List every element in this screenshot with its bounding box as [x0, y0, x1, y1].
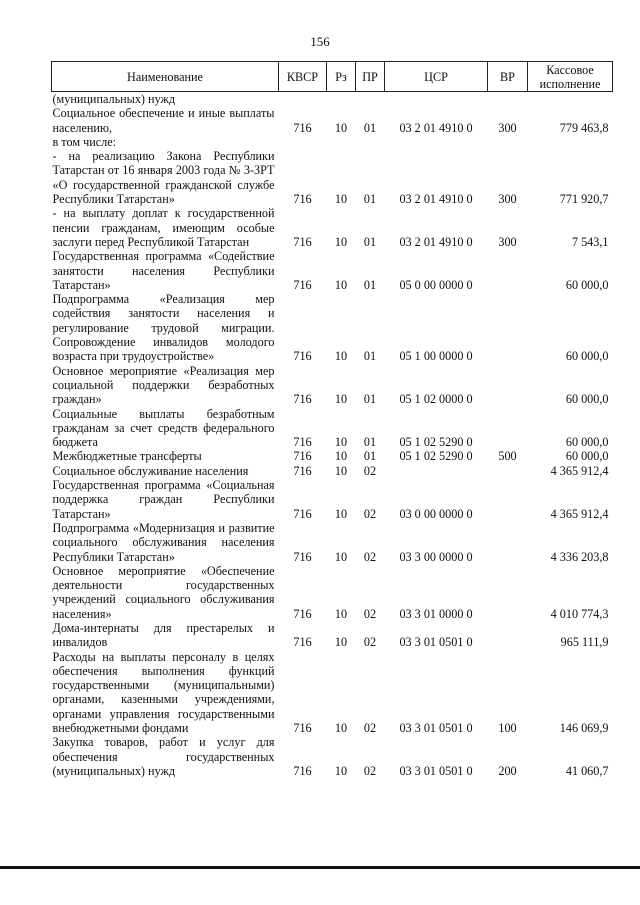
cell-vr: [488, 521, 528, 564]
budget-table-container: [51, 61, 612, 778]
cell-csr: 03 2 01 4910 0: [399, 234, 473, 249]
cell-name: Подпрограмма «Модернизация и развитие социального обслуживания населения Республики Татарстан»: [52, 520, 275, 564]
table-row: [52, 449, 613, 463]
table-row: [52, 206, 613, 249]
cell-rz: 10: [334, 606, 348, 621]
cell-pr: [356, 92, 385, 107]
cell-name: Государственная программа «Социальная поддержка граждан Республики Татарстан»: [52, 478, 275, 521]
cell-csr: [385, 135, 488, 149]
cell-csr: 03 3 01 0501 0: [399, 635, 473, 650]
cell-vr: [488, 621, 528, 650]
table-row: [52, 149, 613, 206]
cell-csr: 03 3 00 0000 0: [399, 549, 473, 564]
cell-vr: [488, 407, 528, 450]
cell-pr: [356, 135, 385, 149]
table-body: [52, 92, 613, 779]
cell-amount: [528, 92, 613, 107]
cell-vr: [488, 478, 528, 521]
cell-vr: 300: [498, 192, 517, 207]
cell-pr: 01: [363, 392, 377, 407]
cell-kvsr: 716: [293, 192, 312, 207]
cell-rz: 10: [334, 277, 348, 292]
cell-rz: 10: [334, 120, 348, 135]
cell-rz: 10: [334, 763, 348, 778]
cell-vr: [488, 249, 528, 292]
cell-pr: 01: [363, 192, 377, 207]
cell-vr: [488, 135, 528, 149]
table-row: [52, 478, 613, 521]
cell-csr: 05 1 02 5290 0: [399, 435, 473, 450]
cell-csr: [385, 464, 488, 478]
cell-csr: 05 0 00 0000 0: [399, 277, 473, 292]
cell-name: Основное мероприятие «Реализация мер социальной поддержки безработных граждан»: [52, 363, 275, 407]
cell-csr: 05 1 00 0000 0: [399, 349, 473, 364]
table-row: [52, 735, 613, 778]
cell-rz: 10: [334, 463, 348, 478]
cell-pr: 01: [363, 349, 377, 364]
table-header-row: [52, 62, 613, 92]
cell-kvsr: 716: [293, 449, 312, 464]
cell-name: (муниципальных) нужд: [52, 92, 176, 106]
cell-amount: 779 463,8: [559, 120, 609, 135]
cell-name: Социальное обеспечение и иные выплаты населению,: [52, 106, 275, 135]
cell-csr: 05 1 02 5290 0: [399, 449, 473, 464]
cell-rz: [327, 92, 356, 107]
header-rz: Рз: [327, 62, 356, 92]
cell-csr: 03 2 01 4910 0: [399, 120, 473, 135]
cell-amount: 7 543,1: [571, 234, 609, 249]
table-row: [52, 292, 613, 363]
page-bottom-rule: [0, 866, 640, 869]
table-row: [52, 92, 613, 107]
cell-vr: [488, 92, 528, 107]
cell-amount: 965 111,9: [560, 635, 609, 650]
cell-pr: 02: [363, 506, 377, 521]
cell-kvsr: 716: [293, 435, 312, 450]
cell-rz: 10: [334, 506, 348, 521]
budget-table: [51, 61, 613, 778]
cell-kvsr: 716: [293, 392, 312, 407]
cell-amount: 4 365 912,4: [550, 506, 609, 521]
cell-name: Расходы на выплаты персоналу в целях обеспечения выполнения функций государственными (муниципальными) органами, казенными учреждениями, органами управления государственными внебюджетными фондами: [52, 649, 275, 736]
cell-amount: 4 010 774,3: [550, 606, 609, 621]
table-row: [52, 249, 613, 292]
cell-vr: [488, 364, 528, 407]
cell-rz: [327, 135, 356, 149]
cell-vr: [488, 464, 528, 478]
cell-amount: 60 000,0: [565, 349, 609, 364]
cell-kvsr: 716: [293, 463, 312, 478]
cell-name: Подпрограмма «Реализация мер содействия занятости населения и регулирование трудовой миграции. Сопровождение инвалидов молодого возраста при трудоустройстве»: [52, 292, 275, 364]
cell-kvsr: 716: [293, 349, 312, 364]
cell-name: - на выплату доплат к государственной пенсии гражданам, имеющим особые заслуги перед Республикой Татарстан: [52, 206, 275, 249]
cell-kvsr: 716: [293, 549, 312, 564]
cell-csr: 03 0 00 0000 0: [399, 506, 473, 521]
cell-pr: 01: [363, 120, 377, 135]
cell-rz: 10: [334, 549, 348, 564]
table-row: [52, 621, 613, 650]
table-row: [52, 650, 613, 736]
cell-pr: 02: [363, 721, 377, 736]
cell-name: в том числе:: [52, 134, 117, 149]
header-csr: ЦСР: [385, 62, 488, 92]
table-row: [52, 364, 613, 407]
cell-csr: 03 3 01 0501 0: [399, 721, 473, 736]
cell-csr: 03 3 01 0000 0: [399, 606, 473, 621]
cell-vr: 500: [498, 449, 517, 464]
cell-kvsr: 716: [293, 721, 312, 736]
cell-vr: 200: [498, 763, 517, 778]
table-row: [52, 521, 613, 564]
cell-name: - на реализацию Закона Республики Татарстан от 16 января 2003 года № 3-ЗРТ «О государственной гражданской службе Республики Татарстан»: [52, 149, 275, 207]
cell-amount: 771 920,7: [559, 192, 609, 207]
cell-pr: 02: [363, 635, 377, 650]
cell-pr: 01: [363, 234, 377, 249]
header-vr: ВР: [488, 62, 528, 92]
cell-kvsr: 716: [293, 606, 312, 621]
cell-rz: 10: [334, 392, 348, 407]
cell-amount: 60 000,0: [565, 277, 609, 292]
cell-pr: 02: [363, 463, 377, 478]
cell-rz: 10: [334, 635, 348, 650]
cell-amount: 60 000,0: [565, 449, 609, 464]
cell-vr: 100: [498, 721, 517, 736]
header-kvsr: КВСР: [279, 62, 327, 92]
cell-pr: 02: [363, 763, 377, 778]
cell-csr: 03 3 01 0501 0: [399, 763, 473, 778]
table-row: [52, 564, 613, 621]
cell-rz: 10: [334, 192, 348, 207]
cell-amount: [528, 135, 613, 149]
header-amount: Кассовое исполнение: [528, 62, 613, 92]
cell-vr: [488, 292, 528, 363]
cell-kvsr: 716: [293, 635, 312, 650]
header-pr: ПР: [356, 62, 385, 92]
cell-amount: 41 060,7: [565, 763, 609, 778]
cell-name: Социальное обслуживание населения: [52, 463, 249, 478]
table-row: [52, 407, 613, 450]
cell-rz: 10: [334, 349, 348, 364]
cell-name: Государственная программа «Содействие занятости населения Республики Татарстан»: [52, 249, 275, 292]
cell-amount: 60 000,0: [565, 392, 609, 407]
cell-kvsr: 716: [293, 506, 312, 521]
cell-kvsr: [279, 92, 327, 107]
cell-kvsr: 716: [293, 277, 312, 292]
cell-amount: 146 069,9: [559, 721, 609, 736]
cell-kvsr: [279, 135, 327, 149]
cell-name: Социальные выплаты безработным гражданам за счет средств федерального бюджета: [52, 406, 275, 450]
cell-amount: 60 000,0: [565, 435, 609, 450]
cell-csr: [385, 92, 488, 107]
cell-rz: 10: [334, 721, 348, 736]
cell-csr: 03 2 01 4910 0: [399, 192, 473, 207]
cell-csr: 05 1 02 0000 0: [399, 392, 473, 407]
cell-pr: 01: [363, 435, 377, 450]
table-row: [52, 106, 613, 135]
cell-vr: [488, 564, 528, 621]
cell-rz: 10: [334, 435, 348, 450]
cell-vr: 300: [498, 234, 517, 249]
cell-pr: 02: [363, 606, 377, 621]
cell-vr: 300: [498, 120, 517, 135]
header-name: Наименование: [52, 62, 279, 92]
cell-pr: 01: [363, 449, 377, 464]
cell-kvsr: 716: [293, 763, 312, 778]
cell-name: Основное мероприятие «Обеспечение деятельности государственных учреждений социального обслуживания населения»: [52, 563, 275, 621]
cell-kvsr: 716: [293, 120, 312, 135]
cell-name: Дома-интернаты для престарелых и инвалидов: [52, 620, 275, 650]
cell-kvsr: 716: [293, 234, 312, 249]
cell-name: Закупка товаров, работ и услуг для обеспечения государственных (муниципальных) нужд: [52, 735, 275, 778]
table-row: [52, 464, 613, 478]
cell-amount: 4 336 203,8: [550, 549, 609, 564]
cell-pr: 01: [363, 277, 377, 292]
cell-rz: 10: [334, 234, 348, 249]
table-row: [52, 135, 613, 149]
page-number: 156: [310, 34, 330, 49]
cell-amount: 4 365 912,4: [550, 463, 609, 478]
cell-rz: 10: [334, 449, 348, 464]
cell-name: Межбюджетные трансферты: [52, 449, 202, 464]
cell-pr: 02: [363, 549, 377, 564]
